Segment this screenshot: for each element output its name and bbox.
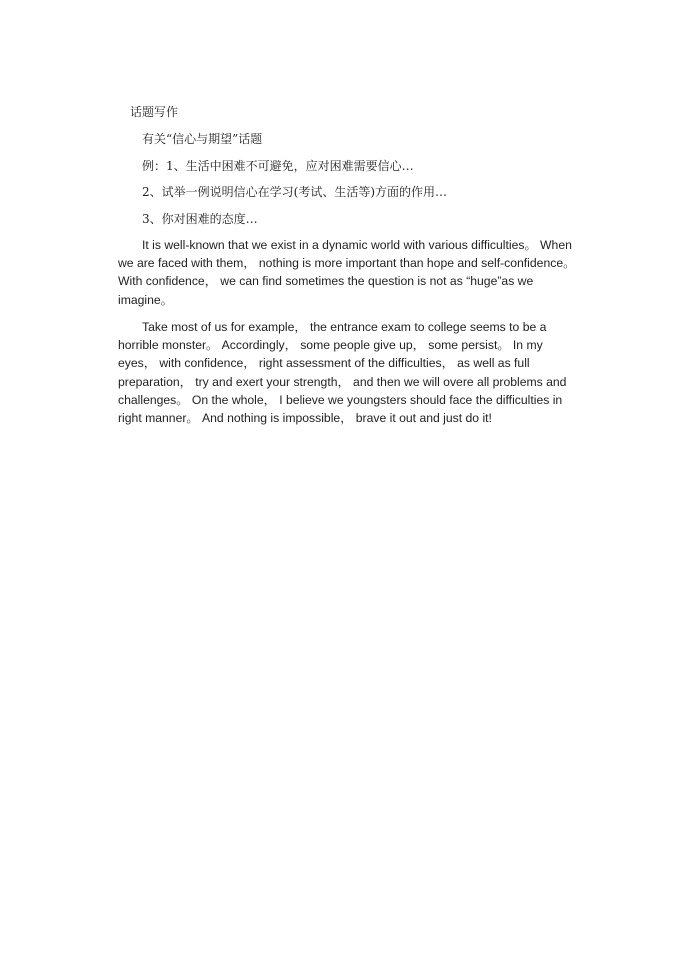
essay-paragraph-2: Take most of us for example， the entrance exam to college seems to be a horrible monster。 Accordingly， some people give up， some persist。 In my eyes， with confidence， right assessment of the difficulties， as well as full preparation， try and exert your strength， and then we will overe all problems and challenges。 On the whole， I believe we youngsters should face the difficulties in right manner。 And nothing is impossible， brave it out and just do it! — [118, 320, 567, 426]
document-heading: 话题写作 — [130, 105, 179, 119]
example-point-2: 2、试举一例说明信心在学习(考试、生活等)方面的作用… — [142, 185, 448, 199]
essay-paragraph-1: It is well-known that we exist in a dynamic world with various difficulties。 When we are faced with them， nothing is more important than hope and self-confidence。 With confidence， we can find sometimes the question is not as “huge”as we imagine。 — [118, 238, 576, 307]
topic-title: 有关“信心与期望”话题 — [142, 132, 263, 146]
example-point-3: 3、你对困难的态度… — [142, 212, 258, 226]
example-point-1: 例：1、生活中困难不可避免，应对困难需要信心… — [142, 159, 414, 173]
